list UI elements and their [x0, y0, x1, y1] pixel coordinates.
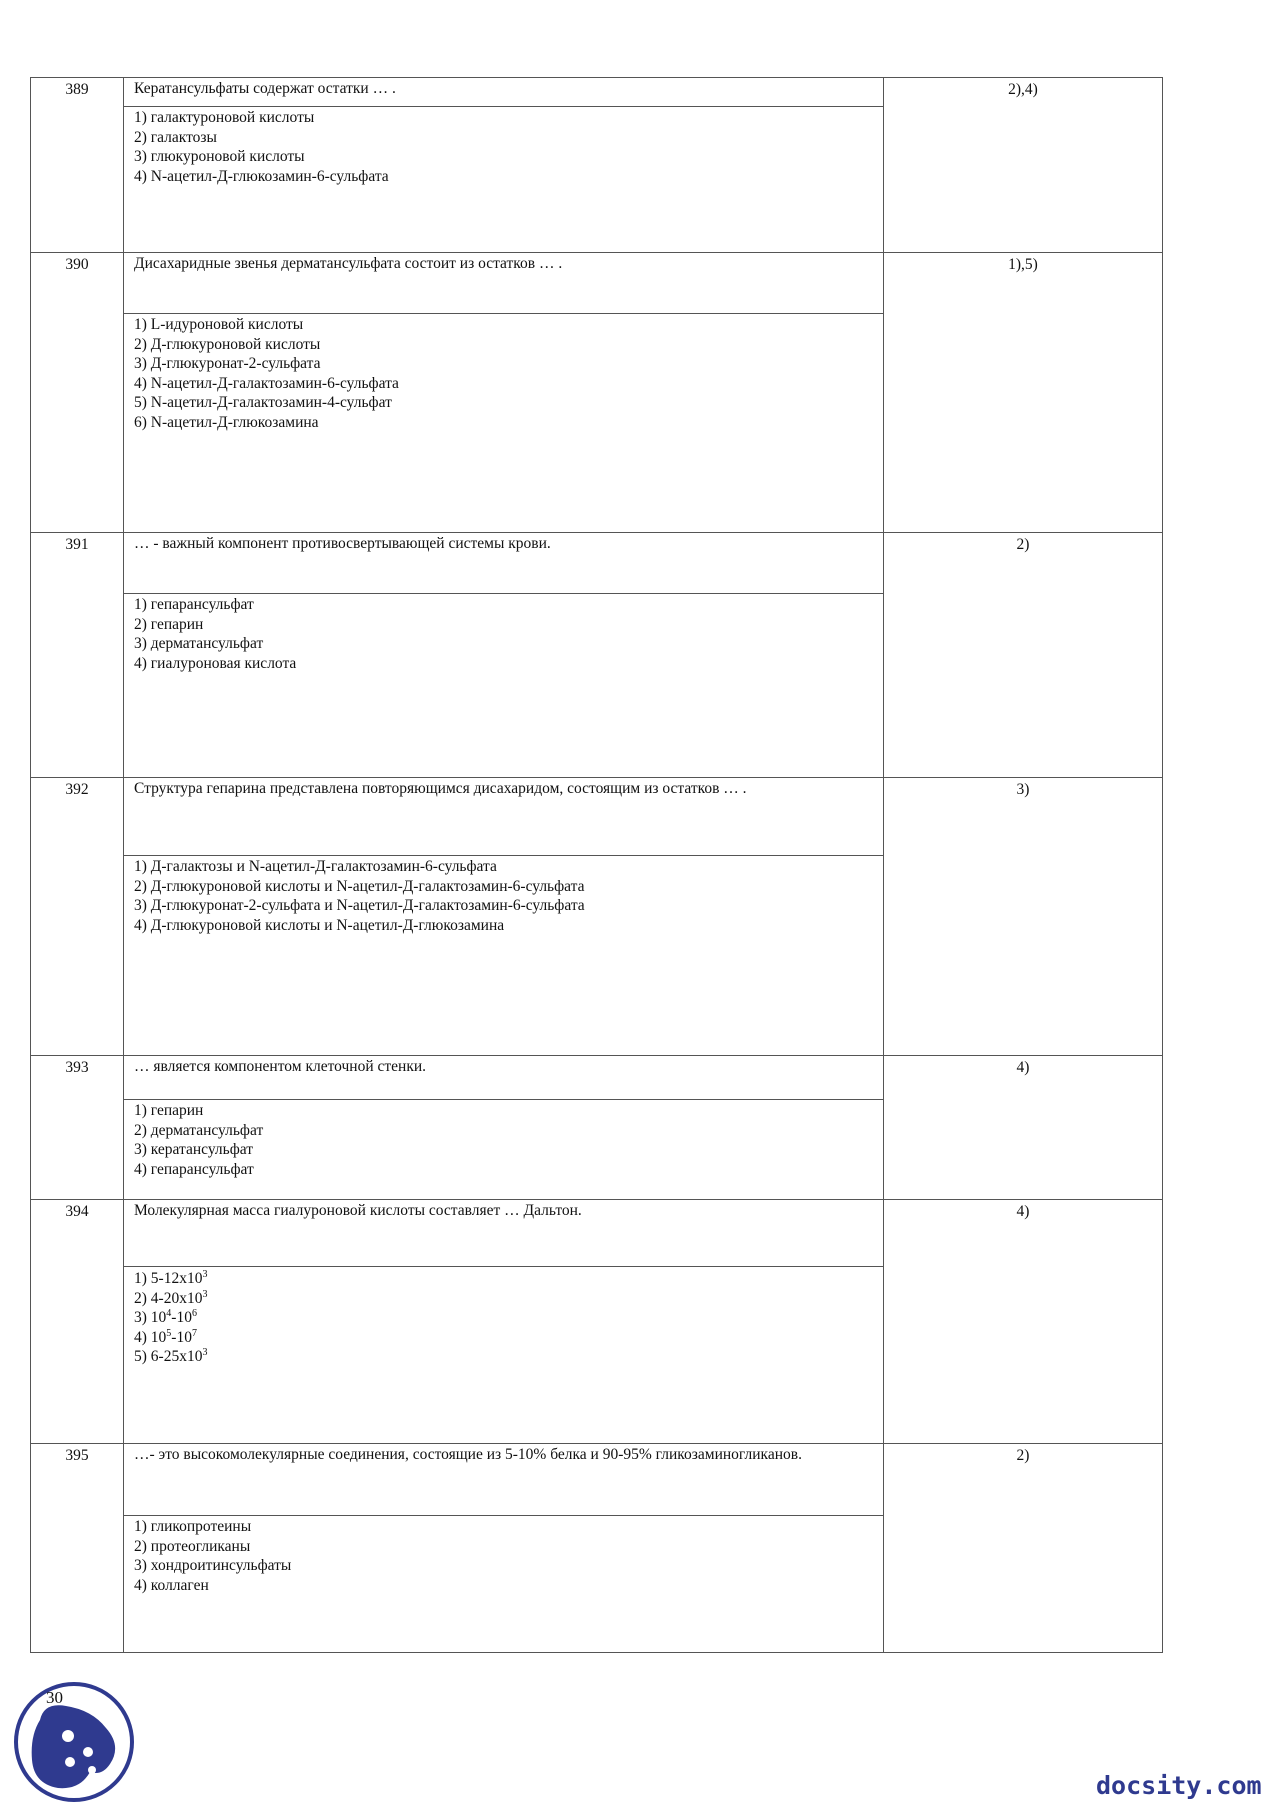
- question-cell: [124, 533, 884, 778]
- option-item: 1) гликопротеины: [134, 1518, 252, 1535]
- option-item: 2) Д-глюкуроновой кислоты: [134, 335, 321, 353]
- question-text: … является компонентом клеточной стенки.: [124, 1056, 883, 1100]
- question-text: Кератансульфаты содержат остатки … .: [124, 78, 883, 107]
- question-cell: [124, 1056, 884, 1200]
- option-item: 4) коллаген: [134, 1576, 209, 1594]
- question-text: … - важный компонент противосвертывающей системы крови.: [124, 533, 883, 594]
- answer-cell: 2): [884, 533, 1163, 778]
- option-item: 2) дерматансульфат: [134, 1121, 264, 1139]
- answer-cell: 1),5): [884, 253, 1163, 533]
- option-item: 3) кератансульфат: [134, 1141, 254, 1158]
- option-item: 3) дерматансульфат: [134, 635, 264, 652]
- question-cell: [124, 1444, 884, 1653]
- docsity-logo-icon: [10, 1680, 140, 1805]
- brand-watermark[interactable]: docsity.com: [1096, 1771, 1262, 1800]
- option-item: 2) $4-20x10^3$: [134, 1288, 208, 1307]
- options-list: [124, 1267, 883, 1367]
- option-item: 1) $5-12x10^3$: [134, 1269, 208, 1287]
- table-row: [31, 1200, 1163, 1444]
- option-item: 5) $6-25x10^3$: [134, 1347, 208, 1365]
- option-item: 1) Д-галактозы и N-ацетил-Д-галактозамин-6-сульфата: [134, 858, 497, 875]
- options-list: [124, 594, 883, 673]
- page-number: 30: [46, 1688, 63, 1707]
- option-item: 4) N-ацетил-Д-глюкозамин-6-сульфата: [134, 167, 389, 185]
- option-item: 1) гепарин: [134, 1102, 204, 1119]
- option-item: 4) гепарансульфат: [134, 1160, 254, 1178]
- question-text: Структура гепарина представлена повторяющимся дисахаридом, состоящим из остатков … .: [124, 778, 883, 856]
- options-list: [124, 107, 883, 186]
- options-list: [124, 1100, 883, 1179]
- answer-cell: 2),4): [884, 78, 1163, 253]
- option-item: 4) N-ацетил-Д-галактозамин-6-сульфата: [134, 374, 399, 392]
- option-item: 1) гепарансульфат: [134, 596, 254, 613]
- table-row: [31, 78, 1163, 253]
- option-item: 2) галактозы: [134, 128, 217, 146]
- question-number: 391: [31, 533, 124, 778]
- table-row: [31, 533, 1163, 778]
- question-cell: [124, 78, 884, 253]
- table-row: [31, 1444, 1163, 1653]
- option-item: 2) Д-глюкуроновой кислоты и N-ацетил-Д-галактозамин-6-сульфата: [134, 877, 585, 895]
- option-item: 1) галактуроновой кислоты: [134, 109, 315, 126]
- answer-cell: 3): [884, 778, 1163, 1056]
- option-item: 6) N-ацетил-Д-глюкозамина: [134, 413, 319, 431]
- option-item: 3) глюкуроновой кислоты: [134, 148, 305, 165]
- question-cell: [124, 253, 884, 533]
- option-item: 4) Д-глюкуроновой кислоты и N-ацетил-Д-глюкозамина: [134, 916, 505, 934]
- answer-cell: 4): [884, 1056, 1163, 1200]
- option-item: 3) Д-глюкуронат-2-сульфата и N-ацетил-Д-галактозамин-6-сульфата: [134, 897, 585, 914]
- question-number: 395: [31, 1444, 124, 1653]
- question-text: Дисахаридные звенья дерматансульфата состоит из остатков … .: [124, 253, 883, 314]
- table-row: [31, 778, 1163, 1056]
- question-number: 394: [31, 1200, 124, 1444]
- question-cell: [124, 1200, 884, 1444]
- option-item: 4) $10^5-10^7$: [134, 1327, 197, 1346]
- option-item: 5) N-ацетил-Д-галактозамин-4-сульфат: [134, 394, 392, 411]
- option-item: 2) протеогликаны: [134, 1537, 251, 1555]
- options-list: [124, 1516, 883, 1595]
- table-row: [31, 1056, 1163, 1200]
- answer-cell: 2): [884, 1444, 1163, 1653]
- question-cell: [124, 778, 884, 1056]
- option-item: 3) $10^4-10^6$: [134, 1308, 197, 1326]
- option-item: 1) L-идуроновой кислоты: [134, 316, 304, 333]
- question-number: 392: [31, 778, 124, 1056]
- answer-cell: 4): [884, 1200, 1163, 1444]
- question-text: Молекулярная масса гиалуроновой кислоты составляет … Дальтон.: [124, 1200, 883, 1267]
- options-list: [124, 856, 883, 935]
- questions-table: [30, 77, 1163, 1653]
- question-number: 390: [31, 253, 124, 533]
- option-item: 2) гепарин: [134, 615, 204, 633]
- table-row: [31, 253, 1163, 533]
- question-number: 393: [31, 1056, 124, 1200]
- options-list: [124, 314, 883, 432]
- option-item: 4) гиалуроновая кислота: [134, 654, 297, 672]
- option-item: 3) хондроитинсульфаты: [134, 1557, 292, 1574]
- question-number: 389: [31, 78, 124, 253]
- question-text: …- это высокомолекулярные соединения, состоящие из 5-10% белка и 90-95% гликозаминогликанов.: [124, 1444, 883, 1516]
- option-item: 3) Д-глюкуронат-2-сульфата: [134, 355, 321, 372]
